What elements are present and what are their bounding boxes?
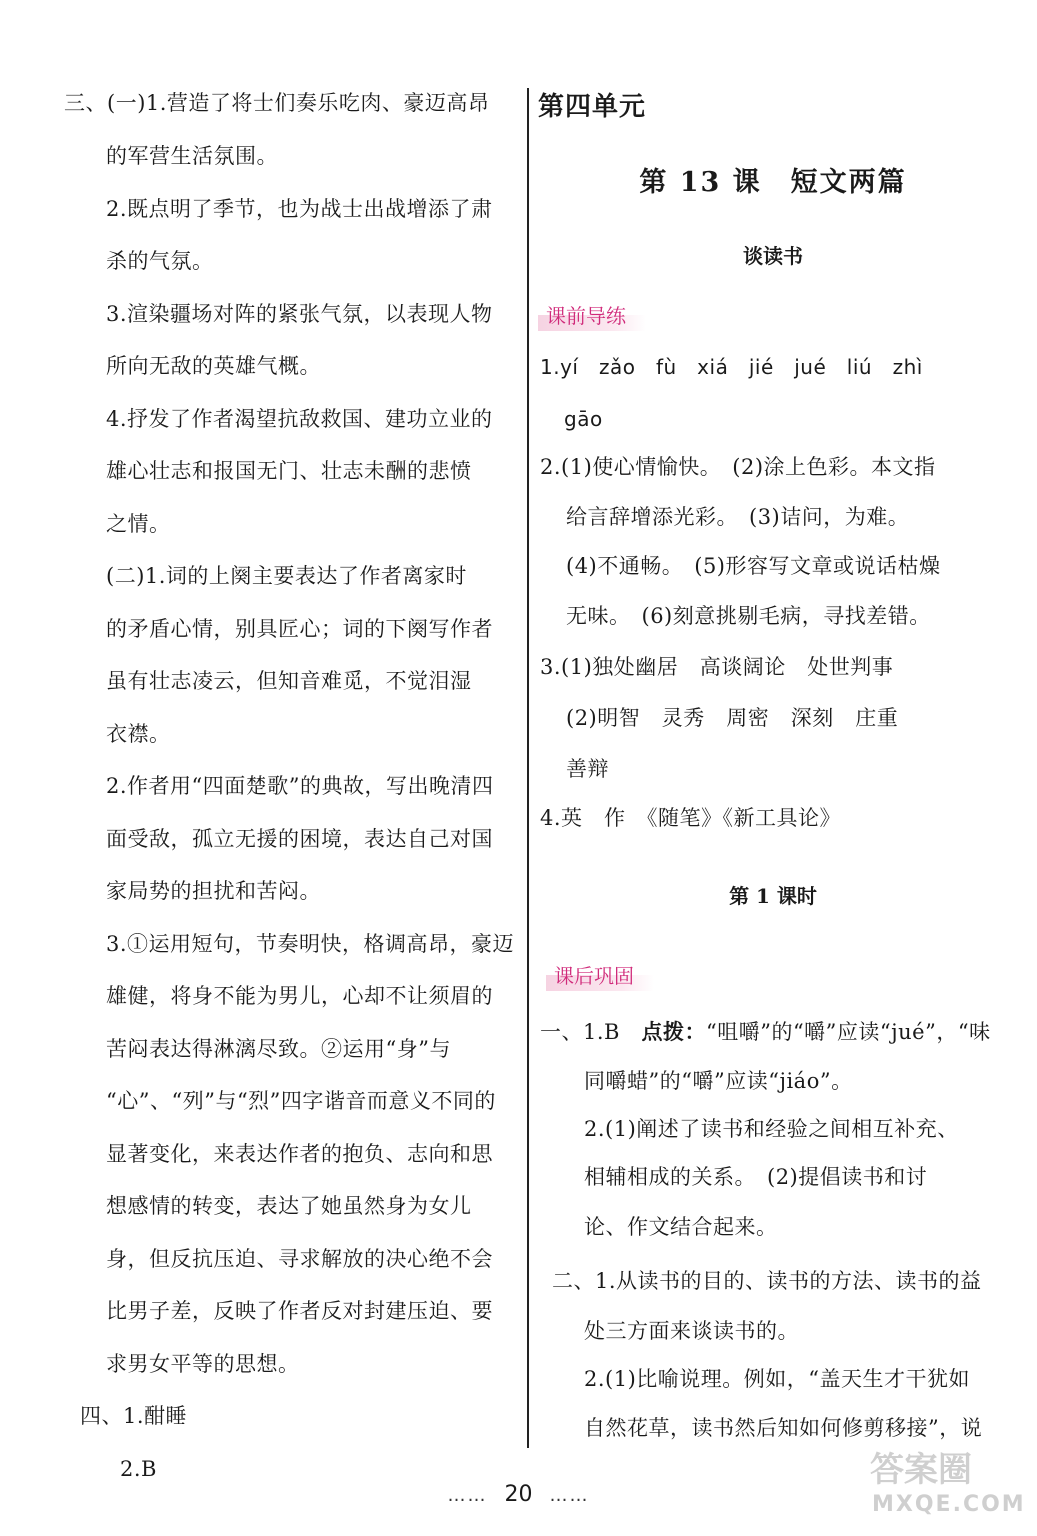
page-dots-left: …… [447,1485,488,1506]
left-line-5: 所向无敌的英雄气概。 [106,354,321,378]
post-first-rest: “咀嚼”的“嚼”应读“jué”，“味 [705,1020,991,1044]
watermark-logo [860,1438,1030,1528]
pre-line-0: 1.yí zǎo fù xiá jié jué liú zhì [540,355,923,379]
watermark-top-text: 答案圈 [870,1450,972,1490]
pre-line-1: gāo [564,407,603,431]
pre-line-4: (4)不通畅。 (5)形容写文章或说话枯燥 [566,554,941,578]
left-line-19: “心”、“列”与“烈”四字谐音而意义不同的 [106,1089,496,1113]
left-line-21: 想感情的转变，表达了她虽然身为女儿 [106,1194,472,1218]
watermark-bottom-text: MXQE.COM [872,1492,1026,1517]
left-line-26: 2.B [120,1457,157,1481]
left-line-14: 面受敌，孤立无援的困境，表达自己对国 [106,827,493,851]
pre-line-8: 善辩 [566,757,609,781]
lesson-title: 第 13 课 短文两篇 [639,167,907,198]
post-line-4: 二、1.从读书的目的、读书的方法、读书的益 [552,1269,982,1293]
pre-line-5: 无味。 (6)刻意挑剔毛病，寻找差错。 [566,604,931,628]
left-line-20: 显著变化，来表达作者的抱负、志向和思 [106,1142,493,1166]
left-line-2: 2.既点明了季节，也为战士出战增添了肃 [106,197,493,221]
post-first-prefix: 一、1.B [540,1020,642,1044]
left-line-12: 衣襟。 [106,722,171,746]
post-line-first [540,1017,991,1047]
pre-line-7: (2)明智 灵秀 周密 深刻 庄重 [566,706,899,730]
left-line-7: 雄心壮志和报国无门、壮志未酬的悲愤 [106,459,472,483]
post-line-1: 2.(1)阐述了读书和经验之间相互补充、 [584,1117,959,1141]
pre-line-3: 给言辞增添光彩。 (3)诘问，为难。 [566,505,910,529]
section-tag-post: 课后巩固 [546,958,642,991]
left-line-22: 身，但反抗压迫、寻求解放的决心绝不会 [106,1247,493,1271]
left-line-1: 的军营生活氛围。 [106,144,278,168]
post-line-5: 处三方面来谈读书的。 [584,1319,799,1343]
post-line-0: 同嚼蜡”的“嚼”应读“jiáo”。 [584,1069,853,1093]
left-line-23: 比男子差，反映了作者反对封建压迫、要 [106,1299,493,1323]
post-line-6: 2.(1)比喻说理。例如，“盖天生才干犹如 [584,1367,971,1391]
left-line-3: 杀的气氛。 [106,249,214,273]
post-line-2: 相辅相成的关系。 (2)提倡读书和讨 [584,1165,928,1189]
left-line-11: 虽有壮志凌云，但知音难觅，不觉泪湿 [106,669,472,693]
page-dots-right: …… [549,1485,590,1506]
pre-line-6: 3.(1)独处幽居 高谈阔论 处世判事 [540,655,894,679]
period-title: 第 1 课时 [729,884,817,908]
left-line-8: 之情。 [106,512,171,536]
left-line-0: 三、(一)1.营造了将士们奏乐吃肉、豪迈高昂 [64,91,490,115]
left-line-24: 求男女平等的思想。 [106,1352,300,1376]
left-line-16: 3.①运用短句，节奏明快，格调高昂，豪迈 [106,932,515,956]
left-line-4: 3.渲染疆场对阵的紧张气氛，以表现人物 [106,302,493,326]
left-line-15: 家局势的担扰和苦闷。 [106,879,321,903]
pre-line-9: 4.英 作 《随笔》《新工具论》 [540,806,842,830]
left-line-13: 2.作者用“四面楚歌”的典故，写出晚清四 [106,774,494,798]
hint-label: 点拨： [641,1020,706,1044]
left-line-17: 雄健，将身不能为男儿，心却不让须眉的 [106,984,493,1008]
left-line-18: 苦闷表达得淋漓尽致。②运用“身”与 [106,1037,451,1061]
left-line-25: 四、1.酣睡 [80,1404,188,1428]
left-line-10: 的矛盾心情，别具匠心；词的下阕写作者 [106,617,493,641]
page-number: 20 [504,1482,533,1507]
section-tag-pre: 课前导练 [538,298,634,331]
pre-line-2: 2.(1)使心情愉快。 (2)涂上色彩。本文指 [540,455,936,479]
left-line-9: (二)1.词的上阕主要表达了作者离家时 [106,564,467,588]
left-line-6: 4.抒发了作者渴望抗敌救国、建功立业的 [106,407,493,431]
essay-title: 谈读书 [743,244,803,268]
unit-title: 第四单元 [538,92,647,122]
column-divider [527,88,529,1448]
post-line-7: 自然花草，读书然后知如何修剪移接”，说 [584,1416,983,1440]
post-line-3: 论、作文结合起来。 [584,1215,778,1239]
